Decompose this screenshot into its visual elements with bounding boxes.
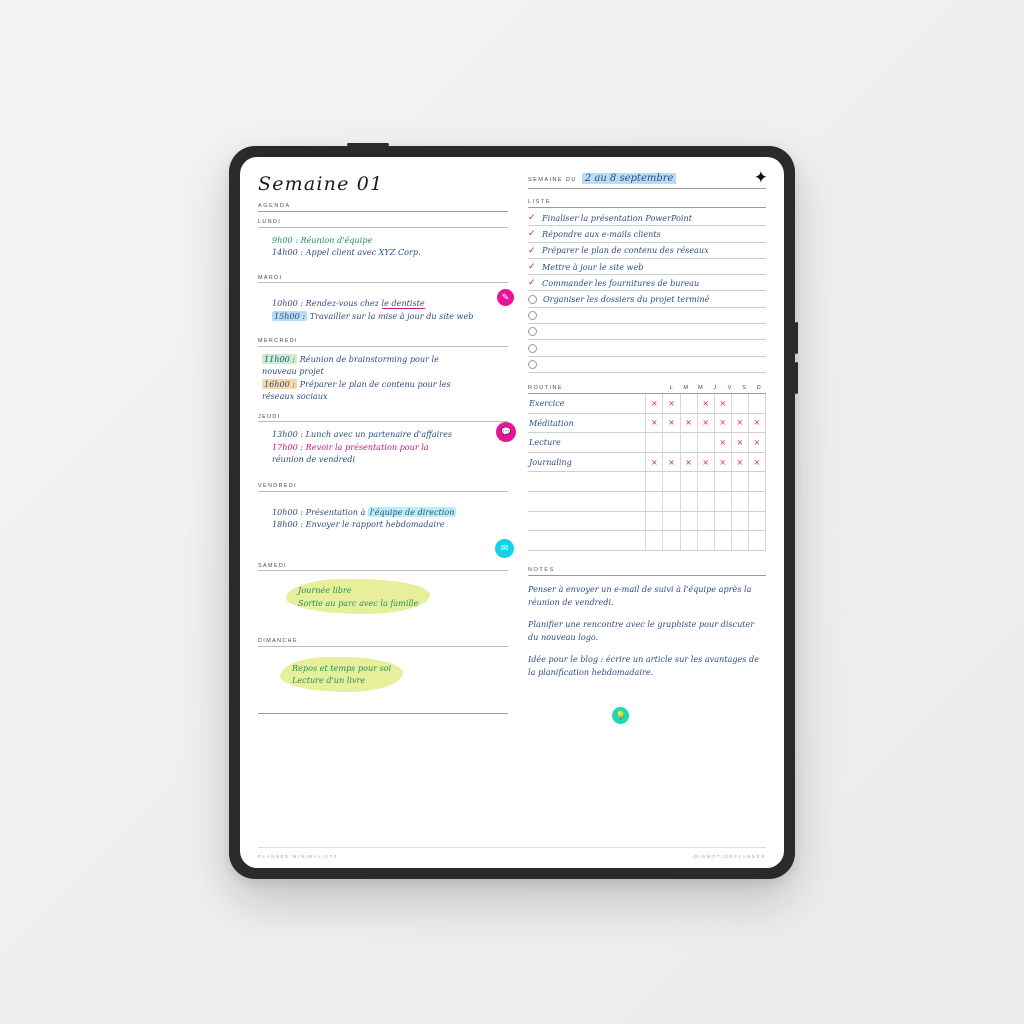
list-item[interactable]	[528, 210, 766, 226]
routine-cell[interactable]	[697, 491, 714, 511]
entry-text: Journée libre	[298, 585, 352, 595]
tablet-device	[229, 146, 795, 879]
day-entries-dimanche[interactable]	[258, 647, 508, 709]
pencil-glyph: ✎	[501, 291, 510, 302]
entry-text-highlight: l'équipe de direction	[369, 506, 455, 517]
star-icon: ✦	[753, 168, 768, 187]
day-entries-lundi[interactable]	[258, 228, 508, 268]
routine-cell[interactable]	[731, 394, 748, 413]
day-label-mardi: MARDI	[258, 274, 283, 281]
day-label-samedi: SAMEDI	[258, 562, 288, 569]
day-label-dimanche: DIMANCHE	[258, 638, 298, 644]
check-icon[interactable]: ✓	[528, 261, 536, 272]
routine-name	[528, 491, 646, 511]
check-icon[interactable]: ✓	[528, 244, 536, 255]
day-entries-jeudi[interactable]	[258, 422, 508, 476]
check-icon[interactable]: ✓	[528, 228, 536, 239]
week-header	[528, 168, 768, 189]
routine-cell[interactable]: ×	[714, 433, 731, 453]
volume-down-button[interactable]	[795, 362, 798, 394]
power-button[interactable]	[347, 143, 389, 146]
note-paragraph: Penser à envoyer un e-mail de suivi à l'équipe après la réunion de vendredi.	[528, 583, 752, 607]
entry-text-part: Réunion de brainstorming pour le	[297, 353, 439, 364]
routine-cell[interactable]	[646, 472, 663, 492]
routine-cell[interactable]	[697, 511, 714, 531]
routine-cell[interactable]: ×	[663, 413, 680, 433]
routine-cell[interactable]	[680, 394, 697, 413]
table-row[interactable]	[528, 413, 766, 433]
table-row[interactable]	[528, 433, 766, 453]
day-block-mercredi	[258, 338, 508, 407]
routine-cell[interactable]	[663, 491, 680, 511]
entry-text: nouveau projet	[262, 366, 324, 376]
routine-cell[interactable]	[697, 472, 714, 492]
routine-day-header: S	[742, 384, 746, 391]
routine-cell[interactable]	[663, 472, 680, 492]
routine-day-header: M	[683, 384, 689, 391]
samedi-highlight-blob	[286, 579, 430, 614]
footer-divider	[258, 847, 766, 848]
table-row[interactable]	[528, 511, 766, 531]
agenda-label: AGENDA	[258, 203, 291, 209]
entry-text	[272, 297, 508, 310]
routine-cell[interactable]	[731, 491, 748, 511]
routine-cell[interactable]	[697, 433, 714, 453]
routine-cell[interactable]	[748, 491, 765, 511]
routine-name: Méditation	[528, 413, 646, 433]
liste-label: LISTE	[528, 199, 552, 205]
routine-cell[interactable]	[748, 472, 765, 492]
routine-cell[interactable]	[663, 531, 680, 551]
routine-cell[interactable]: ×	[714, 394, 731, 413]
liste-items	[528, 210, 766, 373]
chat-glyph: 💬	[501, 427, 511, 436]
day-label-jeudi: JEUDI	[258, 413, 281, 420]
routine-cell[interactable]	[697, 531, 714, 551]
routine-cell[interactable]: ×	[697, 394, 714, 413]
list-item[interactable]	[528, 259, 766, 275]
routine-cell[interactable]	[714, 511, 731, 531]
entry-text: réseaux sociaux	[262, 391, 328, 401]
footer-right-text: @INMOTIONPLANNER	[693, 854, 766, 859]
routine-cell[interactable]: ×	[646, 413, 663, 433]
routine-cell[interactable]: ×	[748, 433, 765, 453]
checkbox-icon[interactable]	[528, 295, 537, 304]
routine-cell[interactable]	[646, 491, 663, 511]
week-value[interactable]: 2 au 8 septembre	[582, 173, 677, 184]
routine-cell[interactable]: ×	[646, 394, 663, 413]
day-block-jeudi	[258, 413, 511, 477]
week-label: SEMAINE DU	[528, 177, 577, 183]
routine-cell[interactable]: ×	[697, 413, 714, 433]
entry-text-part: Travailler sur la mise à jour du site web	[307, 310, 474, 321]
routine-cell[interactable]: ×	[646, 452, 663, 472]
day-entries-vendredi[interactable]	[258, 492, 508, 556]
routine-cell[interactable]: ×	[731, 413, 748, 433]
day-block-lundi	[258, 219, 508, 268]
entry-text-underlined: le dentiste	[381, 298, 425, 308]
note-paragraph: Planifier une rencontre avec le graphiste pour discuter du nouveau logo.	[528, 618, 755, 642]
notes-body[interactable]	[528, 576, 766, 679]
list-item-label: Répondre aux e-mails clients	[542, 228, 661, 239]
routine-cell[interactable]	[748, 394, 765, 413]
entry-text: 9h00 : Réunion d'équipe	[272, 234, 373, 245]
entry-text: 14h00 : Appel client avec XYZ Corp.	[272, 247, 421, 257]
list-item[interactable]	[528, 357, 766, 373]
day-entries-mercredi[interactable]	[258, 347, 508, 407]
list-item-label: Préparer le plan de contenu des réseaux	[542, 245, 709, 256]
entry-time-highlight: 15h00 :	[274, 310, 306, 321]
list-item-label: Finaliser la présentation PowerPoint	[542, 212, 692, 223]
routine-label: ROUTINE	[528, 384, 563, 391]
routine-cell[interactable]: ×	[731, 452, 748, 472]
list-item[interactable]	[528, 275, 766, 291]
tablet-screen	[240, 157, 784, 868]
routine-day-headers	[664, 385, 766, 391]
sticker-bulb-icon[interactable]	[612, 707, 629, 724]
routine-cell[interactable]: ×	[714, 413, 731, 433]
routine-cell[interactable]	[748, 531, 765, 551]
routine-cell[interactable]: ×	[680, 413, 697, 433]
list-item[interactable]	[528, 340, 766, 356]
list-item-label: Organiser les dossiers du projet terminé	[543, 294, 710, 305]
routine-cell[interactable]: ×	[663, 394, 680, 413]
routine-name	[528, 531, 646, 551]
day-label-mercredi: MERCREDI	[258, 338, 298, 344]
routine-name	[528, 511, 646, 531]
agenda-column	[258, 173, 511, 852]
routine-cell[interactable]: ×	[748, 452, 765, 472]
routine-day-header: M	[697, 384, 703, 391]
day-block-dimanche	[258, 638, 508, 714]
entry-text: Lecture d'un livre	[292, 675, 366, 685]
entry-text: 13h00 : Lunch avec un partenaire d'affaires	[272, 429, 453, 439]
routine-name: Journaling	[528, 452, 646, 472]
list-item[interactable]	[528, 291, 766, 307]
routine-cell[interactable]	[714, 472, 731, 492]
routine-cell[interactable]: ×	[697, 452, 714, 472]
footer-left-text: PLANNER MINIMALISTE	[258, 854, 339, 859]
entry-text	[262, 353, 508, 366]
liste-section	[528, 199, 766, 373]
routine-cell[interactable]	[663, 511, 680, 531]
routine-day-header: L	[669, 384, 673, 391]
routine-cell[interactable]	[680, 433, 697, 453]
list-item[interactable]	[528, 308, 766, 324]
routine-cell[interactable]	[680, 531, 697, 551]
routine-cell[interactable]	[731, 531, 748, 551]
entry-text-part: Préparer le plan de contenu pour les	[297, 378, 451, 389]
routine-section	[528, 385, 766, 551]
entry-text	[272, 506, 508, 519]
planner-page	[240, 157, 784, 868]
entry-text: Sortie au parc avec la famille	[298, 597, 419, 608]
routine-cell[interactable]	[748, 511, 765, 531]
entry-text: Repos et temps pour soi	[292, 662, 392, 673]
checkbox-icon[interactable]	[528, 360, 537, 369]
sidebar-column	[528, 168, 768, 852]
bulb-glyph: 💡	[615, 710, 626, 720]
routine-day-header: J	[713, 384, 717, 391]
volume-up-button[interactable]	[795, 322, 798, 354]
sticker-mail-icon[interactable]	[495, 539, 514, 558]
day-entries-mardi[interactable]	[258, 283, 508, 331]
check-icon[interactable]: ✓	[528, 277, 536, 288]
sticker-chat-icon[interactable]	[496, 422, 516, 442]
list-item[interactable]	[528, 243, 766, 259]
routine-cell[interactable]: ×	[714, 452, 731, 472]
routine-cell[interactable]	[731, 472, 748, 492]
sticker-pencil-icon[interactable]	[497, 289, 514, 306]
routine-name: Exercice	[528, 394, 646, 413]
routine-cell[interactable]	[646, 511, 663, 531]
routine-cell[interactable]	[680, 511, 697, 531]
page-title: Semaine 01	[258, 173, 384, 195]
table-row[interactable]	[528, 531, 766, 551]
table-row[interactable]	[528, 472, 766, 492]
notes-label: NOTES	[528, 566, 555, 573]
day-block-mardi	[258, 275, 508, 332]
list-item[interactable]	[528, 226, 766, 242]
list-item-label: Commander les fournitures de bureau	[542, 277, 700, 288]
routine-cell[interactable]	[714, 531, 731, 551]
entry-text-part: 10h00 : Rendez-vous chez	[272, 298, 382, 308]
day-label-vendredi: VENDREDI	[258, 483, 298, 489]
list-item-label: Mettre à jour le site web	[542, 261, 644, 272]
day-block-vendredi	[258, 483, 508, 556]
entry-time-highlight: 16h00 :	[264, 378, 296, 389]
dimanche-highlight-blob	[280, 657, 403, 692]
entry-time-highlight: 11h00 :	[264, 353, 296, 364]
routine-cell[interactable]	[646, 433, 663, 453]
table-row[interactable]	[528, 394, 766, 413]
routine-table	[528, 394, 766, 551]
routine-cell[interactable]: ×	[663, 452, 680, 472]
routine-cell[interactable]	[680, 491, 697, 511]
routine-cell[interactable]	[731, 511, 748, 531]
routine-cell[interactable]	[663, 433, 680, 453]
routine-cell[interactable]: ×	[748, 413, 765, 433]
routine-cell[interactable]: ×	[731, 433, 748, 453]
day-label-lundi: LUNDI	[258, 219, 282, 225]
table-row[interactable]	[528, 452, 766, 472]
entry-text: 18h00 : Envoyer le rapport hebdomadaire	[272, 519, 445, 529]
routine-name	[528, 472, 646, 492]
page-footer	[258, 854, 766, 859]
day-block-samedi	[258, 563, 508, 632]
entry-time-pink: 17h00 : Revoir la présentation pour la	[272, 441, 429, 452]
check-icon[interactable]: ✓	[528, 212, 536, 223]
entry-text	[272, 310, 508, 323]
checkbox-icon[interactable]	[528, 344, 537, 353]
list-item[interactable]	[528, 324, 766, 340]
entry-text	[272, 441, 508, 454]
table-row[interactable]	[528, 491, 766, 511]
entry-text-part: 10h00 : Présentation à	[272, 506, 368, 517]
entry-text: réunion de vendredi	[272, 454, 356, 464]
entry-text	[262, 378, 508, 391]
routine-day-header: D	[756, 384, 761, 391]
routine-name: Lecture	[528, 433, 646, 453]
mail-glyph: ✉	[500, 542, 509, 553]
routine-cell[interactable]	[714, 491, 731, 511]
note-paragraph: Idée pour le blog : écrire un article sur les avantages de la planification hebdomadaire.	[528, 653, 760, 677]
checkbox-icon[interactable]	[528, 311, 537, 320]
checkbox-icon[interactable]	[528, 327, 537, 336]
day-entries-samedi[interactable]	[258, 571, 508, 631]
routine-day-header: V	[727, 384, 732, 391]
routine-cell[interactable]	[646, 531, 663, 551]
routine-cell[interactable]	[680, 472, 697, 492]
routine-cell[interactable]: ×	[680, 452, 697, 472]
notes-section	[528, 566, 766, 720]
